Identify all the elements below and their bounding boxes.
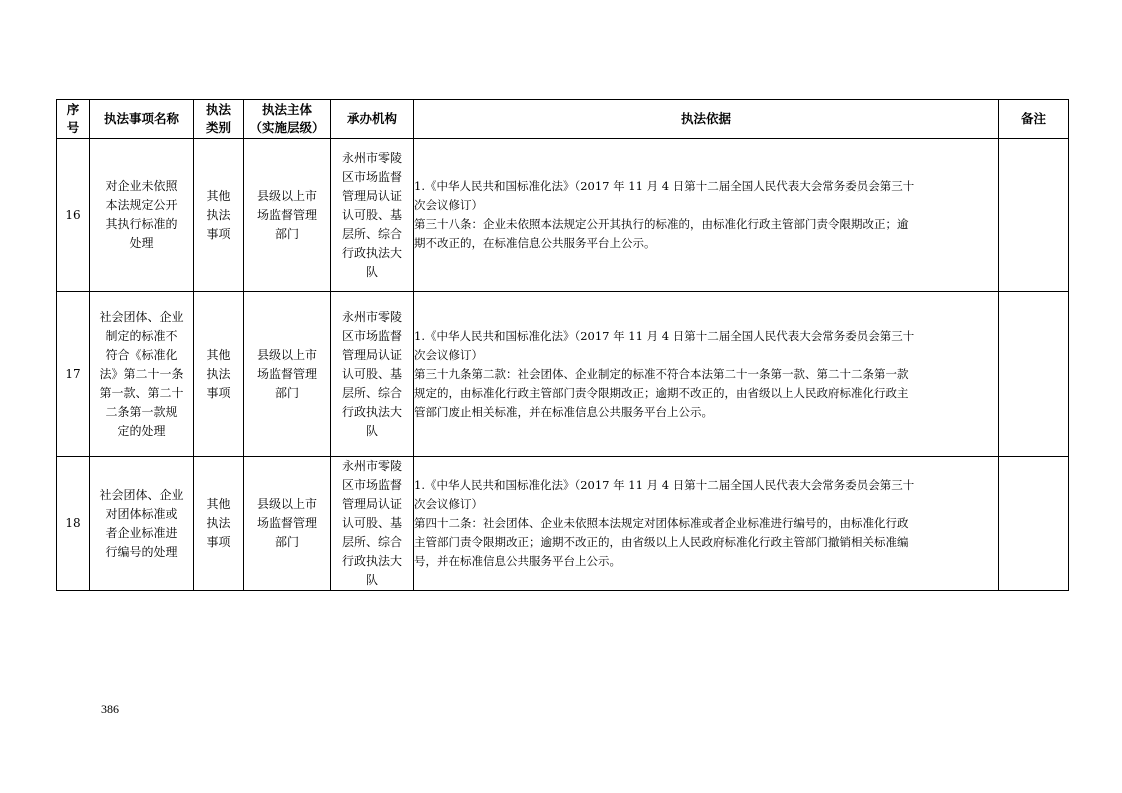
cell-category-line: 事项: [206, 535, 231, 549]
cell-category-line: 其他: [206, 188, 231, 203]
cell-subject-line: 县级以上市: [256, 188, 317, 203]
cell-basis-line: 1.《中华人民共和国标准化法》（2017 年 11 月 4 日第十二届全国人民代表大会常务委员会第三十: [414, 179, 915, 193]
cell-basis: [414, 457, 999, 591]
cell-seq: 16: [57, 139, 90, 292]
cell-basis-line: 次会议修订）: [414, 497, 483, 511]
cell-item-name-line: 定的处理: [117, 423, 166, 438]
cell-org-line: 队: [365, 573, 378, 587]
cell-org-line: 行政执法大: [341, 245, 402, 260]
cell-subject-line: 部门: [274, 226, 299, 241]
cell-subject-line: 部门: [274, 535, 299, 549]
cell-org-line: 区市场监督: [341, 478, 402, 492]
cell-item-name: [90, 457, 194, 591]
cell-subject-line: 场监督管理: [256, 366, 317, 381]
cell-category: [194, 457, 244, 591]
cell-item-name-line: 行编号的处理: [105, 544, 178, 559]
cell-category-line: 其他: [206, 347, 231, 362]
cell-category: [194, 139, 244, 292]
cell-basis-line: 期不改正的，在标准信息公共服务平台上公示。: [414, 236, 656, 250]
cell-seq: 18: [57, 457, 90, 591]
table-header-row: [57, 100, 1069, 139]
cell-category-line: 事项: [206, 385, 231, 400]
cell-org-line: 层所、综合: [341, 535, 402, 549]
cell-item-name: [90, 292, 194, 457]
header-item-name: 执法事项名称: [90, 100, 194, 139]
cell-basis-line: 1.《中华人民共和国标准化法》（2017 年 11 月 4 日第十二届全国人民代表大会常务委员会第三十: [414, 478, 915, 492]
cell-org: [331, 457, 414, 591]
cell-item-name-line: 其执行标准的: [105, 217, 178, 231]
cell-org-line: 认可股、基: [341, 516, 402, 530]
cell-basis-line: 1.《中华人民共和国标准化法》（2017 年 11 月 4 日第十二届全国人民代表大会常务委员会第三十: [414, 328, 915, 343]
cell-subject: [244, 292, 331, 457]
header-org: 承办机构: [331, 100, 414, 139]
table-row: [57, 139, 1069, 292]
cell-item-name-line: 对企业未依照: [105, 179, 178, 193]
cell-org-line: 认可股、基: [341, 207, 402, 222]
cell-org-line: 永州市零陵: [341, 150, 402, 165]
cell-item-name-line: 二条第一款规: [105, 404, 178, 419]
cell-org-line: 永州市零陵: [341, 459, 402, 473]
cell-org-line: 队: [365, 264, 378, 279]
cell-org-line: 永州市零陵: [341, 309, 402, 324]
cell-basis-line: 第三十八条：企业未依照本法规定公开其执行的标准的，由标准化行政主管部门责令限期改正；逾: [414, 217, 909, 231]
cell-item-name-line: 社会团体、企业: [99, 309, 184, 324]
cell-remark: [999, 139, 1069, 292]
header-basis: 执法依据: [414, 100, 999, 139]
cell-basis-line: 次会议修订）: [414, 347, 483, 362]
cell-category-line: 执法: [206, 207, 231, 222]
cell-subject-line: 部门: [274, 385, 299, 400]
cell-remark: [999, 292, 1069, 457]
cell-category-line: 事项: [206, 226, 231, 241]
cell-basis-line: 号，并在标准信息公共服务平台上公示。: [414, 554, 621, 568]
cell-item-name-line: 处理: [129, 236, 154, 250]
cell-seq: 17: [57, 292, 90, 457]
cell-item-name-line: 对团体标准或: [105, 506, 178, 521]
cell-org: [331, 139, 414, 292]
cell-category-line: 执法: [206, 516, 231, 530]
cell-subject-line: 场监督管理: [256, 207, 317, 222]
enforcement-table: [56, 99, 1069, 591]
cell-org-line: 管理局认证: [341, 347, 402, 362]
cell-basis: [414, 139, 999, 292]
cell-org-line: 管理局认证: [341, 497, 402, 511]
header-subject: 执法主体 （实施层级）: [244, 100, 331, 139]
cell-org-line: 行政执法大: [341, 554, 402, 568]
cell-org-line: 认可股、基: [341, 366, 402, 381]
cell-org-line: 行政执法大: [341, 404, 402, 419]
cell-org-line: 队: [365, 423, 378, 438]
cell-category: [194, 292, 244, 457]
cell-category-line: 其他: [206, 497, 231, 511]
cell-item-name-line: 第一款、第二十: [99, 385, 184, 400]
cell-basis-line: 第四十二条：社会团体、企业未依照本法规定对团体标准或者企业标准进行编号的，由标准化行政: [414, 516, 909, 530]
cell-org-line: 区市场监督: [341, 328, 402, 343]
cell-basis-line: 第三十九条第二款：社会团体、企业制定的标准不符合本法第二十一条第一款、第二十二条第一款: [414, 366, 909, 381]
cell-item-name: [90, 139, 194, 292]
cell-basis-line: 管部门废止相关标准，并在标准信息公共服务平台上公示。: [414, 404, 713, 419]
cell-category-line: 执法: [206, 366, 231, 381]
table-row: [57, 457, 1069, 591]
page-number: 386: [101, 702, 119, 716]
cell-basis-line: 主管部门责令限期改正；逾期不改正的，由省级以上人民政府标准化行政主管部门撤销相关标准编: [414, 535, 909, 549]
cell-org: [331, 292, 414, 457]
cell-org-line: 层所、综合: [341, 226, 402, 241]
cell-subject: [244, 139, 331, 292]
cell-item-name-line: 本法规定公开: [105, 198, 178, 212]
cell-subject-line: 县级以上市: [256, 497, 317, 511]
cell-org-line: 区市场监督: [341, 169, 402, 184]
cell-basis: [414, 292, 999, 457]
cell-item-name-line: 者企业标准进: [105, 525, 178, 540]
cell-item-name-line: 制定的标准不: [105, 328, 178, 343]
cell-basis-line: 次会议修订）: [414, 198, 483, 212]
cell-subject: [244, 457, 331, 591]
table-row: [57, 292, 1069, 457]
header-seq: 序 号: [57, 100, 90, 139]
header-category: 执法 类别: [194, 100, 244, 139]
cell-item-name-line: 法》第二十一条: [99, 366, 184, 381]
cell-org-line: 管理局认证: [341, 188, 402, 203]
header-remark: 备注: [999, 100, 1069, 139]
cell-subject-line: 县级以上市: [256, 347, 317, 362]
cell-org-line: 层所、综合: [341, 385, 402, 400]
cell-basis-line: 规定的，由标准化行政主管部门责令限期改正；逾期不改正的，由省级以上人民政府标准化行政主: [414, 385, 909, 400]
cell-remark: [999, 457, 1069, 591]
cell-subject-line: 场监督管理: [256, 516, 317, 530]
cell-item-name-line: 社会团体、企业: [99, 487, 184, 502]
cell-item-name-line: 符合《标准化: [105, 347, 178, 362]
